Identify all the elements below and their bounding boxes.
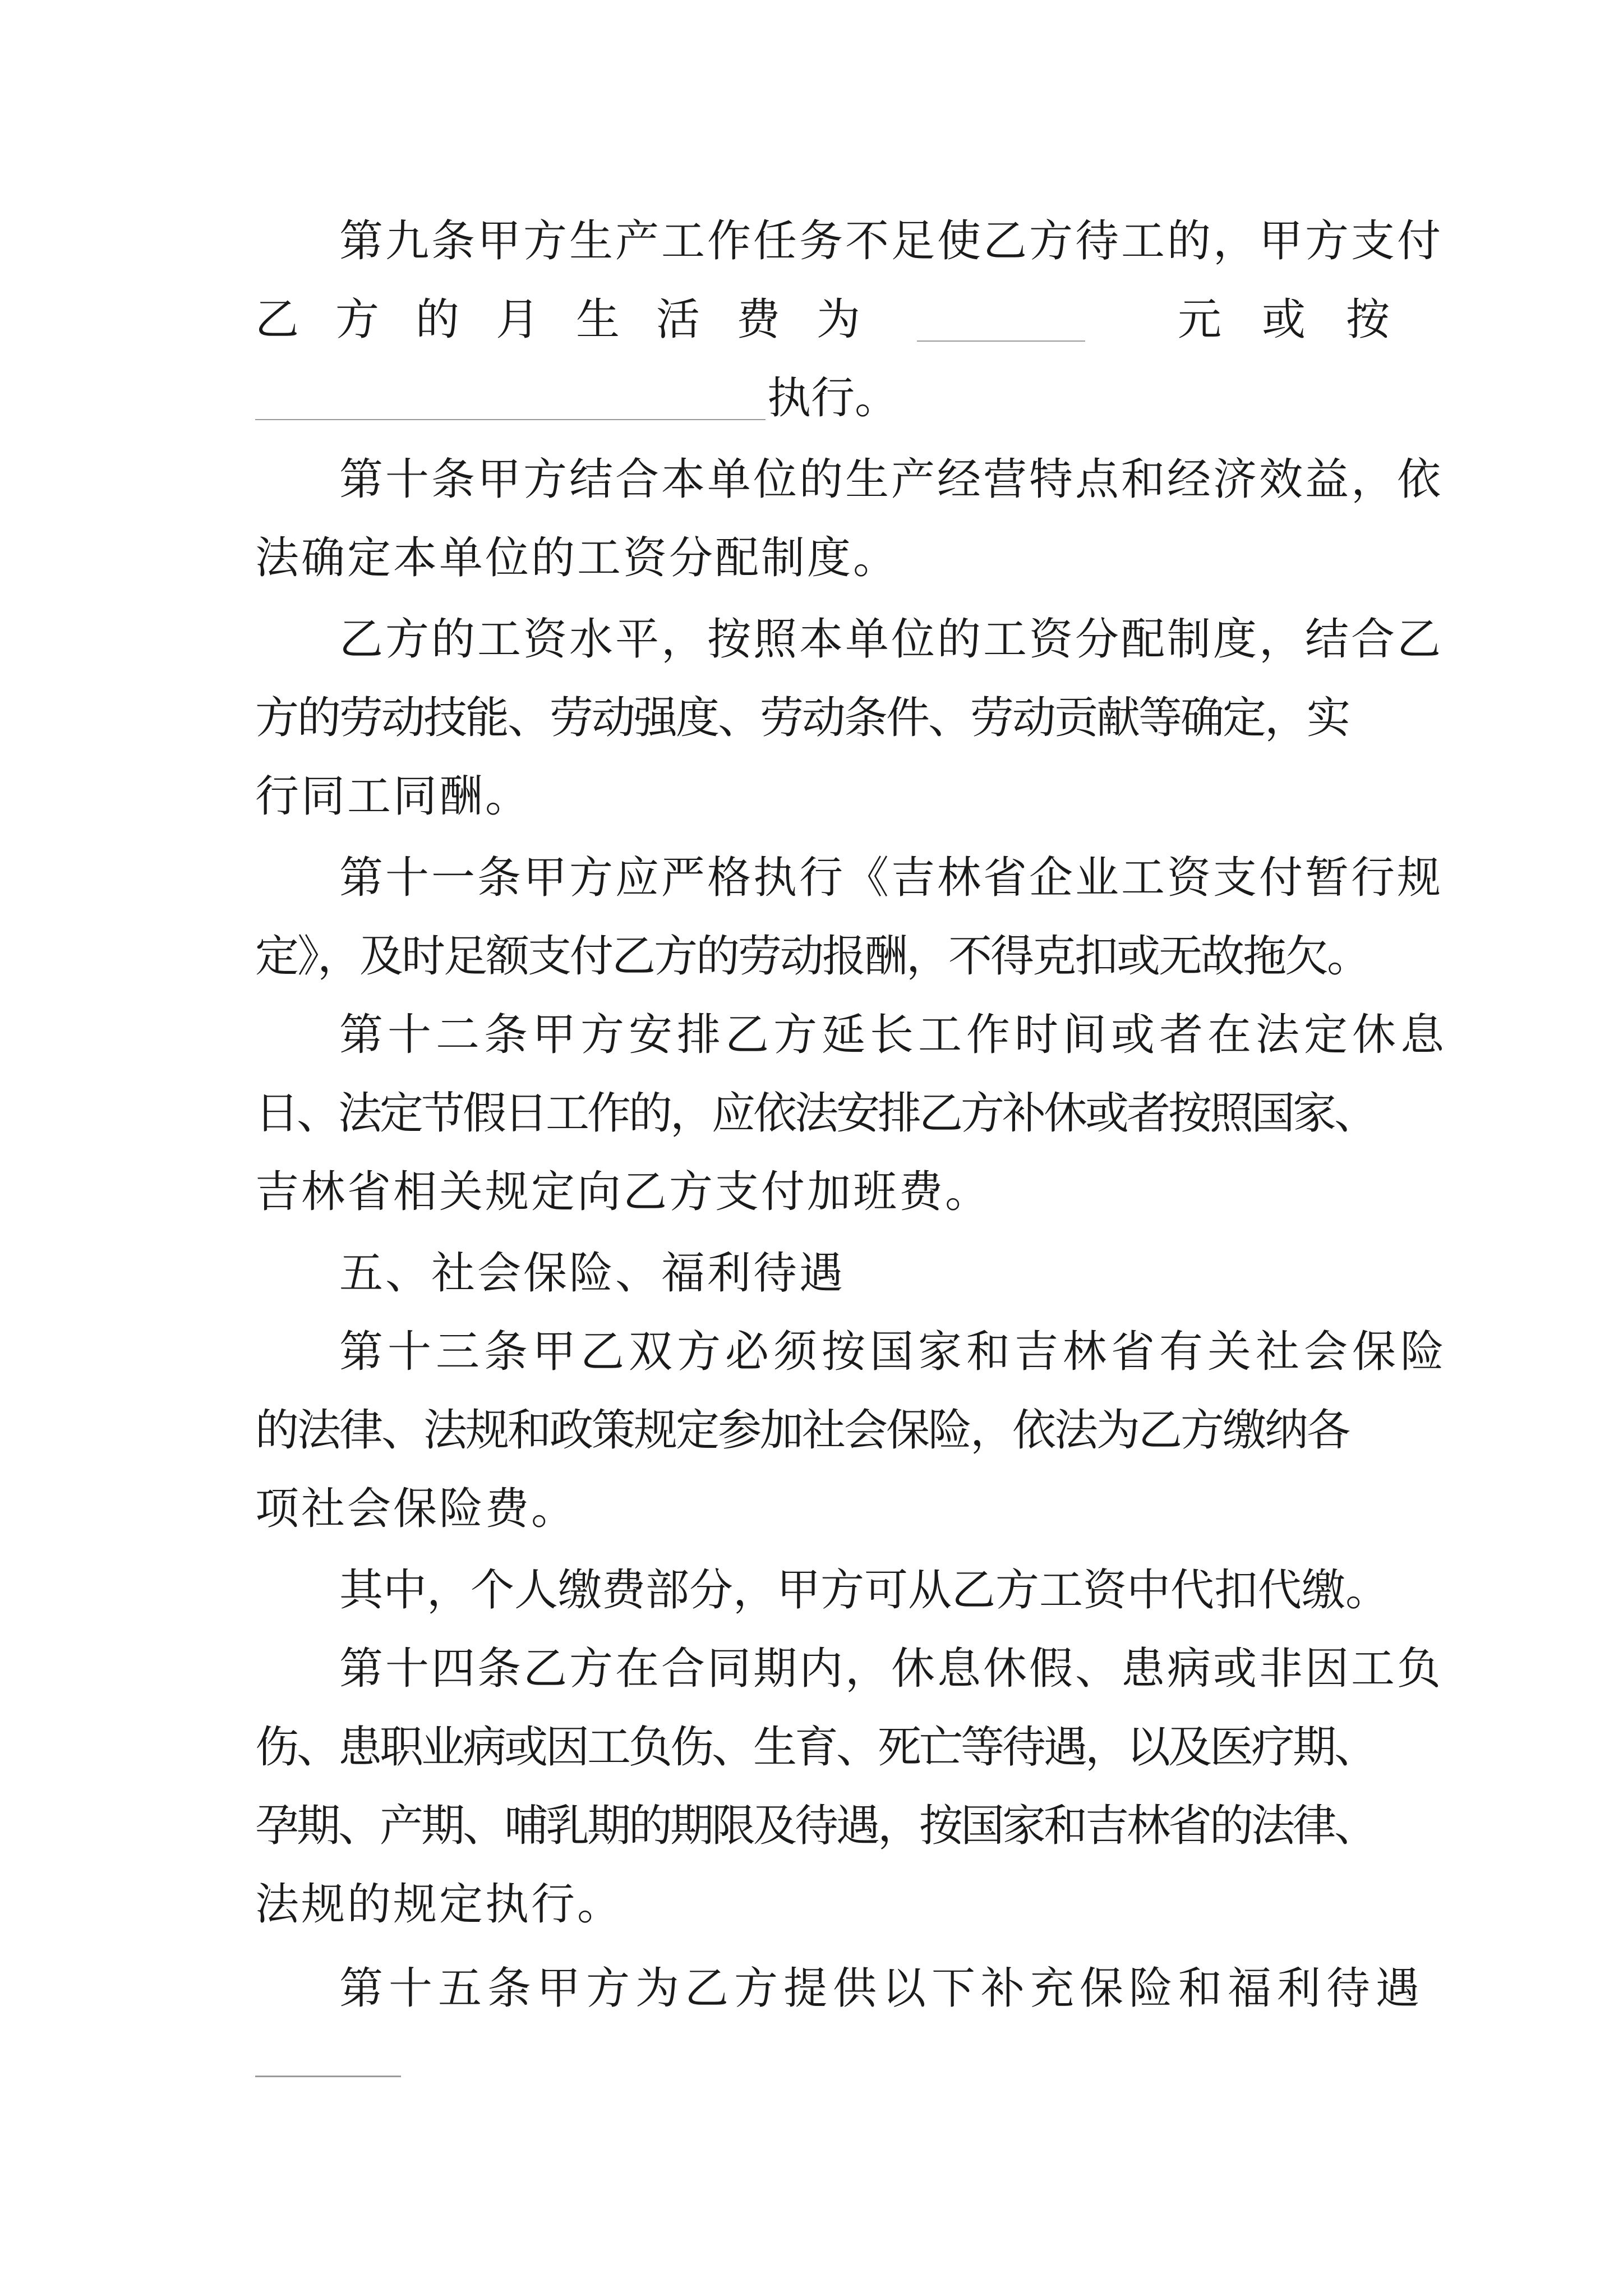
footnote-separator xyxy=(255,2076,401,2077)
article-11-line-1 xyxy=(0,847,1623,909)
article-9-text-1: 第九条甲方生产工作任务不足使乙方待工的，甲方支付 xyxy=(339,216,1444,266)
article-13-line-2 xyxy=(0,1400,1623,1461)
article-12-text-1: 第十二条甲方安排乙方延长工作时间或者在法定休息 xyxy=(339,1010,1449,1060)
article-9-char-5: 生 xyxy=(576,295,620,345)
article-9-char-8: 为 xyxy=(817,295,861,345)
wage-text-1: 乙方的工资水平，按照本单位的工资分配制度，结合乙 xyxy=(339,614,1444,665)
article-12-text-2: 日、法定节假日工作的，应依法安排乙方补休或者按照国家、 xyxy=(255,1088,1376,1139)
article-14-line-2 xyxy=(0,1717,1623,1778)
article-12-line-1 xyxy=(0,1004,1623,1066)
article-13-line-1 xyxy=(0,1321,1623,1383)
article-14-line-1 xyxy=(0,1638,1623,1700)
article-9-char-6: 活 xyxy=(656,295,700,345)
article-13-text-1: 第十三条甲乙双方必须按国家和吉林省有关社会保险 xyxy=(339,1327,1449,1377)
article-9-char-4: 月 xyxy=(496,295,540,345)
article-9-char-an: 按 xyxy=(1346,295,1390,345)
article-14-line-3 xyxy=(0,1795,1623,1857)
article-9-char-yuan: 元 xyxy=(1178,295,1222,345)
wage-line-2 xyxy=(0,687,1623,749)
article-9-char-huo: 或 xyxy=(1262,295,1306,345)
section-5-heading-line xyxy=(0,1243,1623,1304)
article-12-line-3 xyxy=(0,1161,1623,1223)
standard-blank xyxy=(255,419,766,420)
section-5-heading: 五、社会保险、福利待遇 xyxy=(339,1248,846,1299)
article-11-text-1: 第十一条甲方应严格执行《吉林省企业工资支付暂行规 xyxy=(339,853,1444,903)
article-10-line-2 xyxy=(0,527,1623,589)
article-9-line-2 xyxy=(0,289,1623,351)
article-13-text-2: 的法律、法规和政策规定参加社会保险，依法为乙方缴纳各 xyxy=(255,1405,1349,1456)
article-13-line-3 xyxy=(0,1478,1623,1540)
wage-line-1 xyxy=(0,609,1623,670)
article-10-text-1: 第十条甲方结合本单位的生产经营特点和经济效益，依 xyxy=(339,454,1444,505)
article-15-text-1: 第十五条甲方为乙方提供以下补充保险和福利待遇 xyxy=(339,1963,1426,2014)
article-11-text-2: 定》，及时足额支付乙方的劳动报酬，不得克扣或无故拖欠。 xyxy=(255,931,1370,982)
article-11-line-2 xyxy=(0,926,1623,987)
article-14-text-1: 第十四条乙方在合同期内，休息休假、患病或非因工负 xyxy=(339,1644,1444,1694)
article-9-line-3 xyxy=(0,367,1623,429)
article-14-line-4 xyxy=(0,1874,1623,1935)
article-15-line-1 xyxy=(0,1958,1623,2019)
article-9-char-2: 方 xyxy=(335,295,380,345)
article-9-char-3: 的 xyxy=(416,295,460,345)
article-12-line-2 xyxy=(0,1083,1623,1144)
wage-text-3: 行同工同酬。 xyxy=(255,771,532,822)
article-13-text-3: 项社会保险费。 xyxy=(255,1484,578,1534)
personal-contribution-text: 其中，个人缴费部分，甲方可从乙方工资中代扣代缴。 xyxy=(339,1565,1390,1616)
wage-text-2: 方的劳动技能、劳动强度、劳动条件、劳动贡献等确定，实 xyxy=(255,693,1349,743)
article-14-text-2: 伤、患职业病或因工负伤、生育、死亡等待遇，以及医疗期、 xyxy=(255,1722,1376,1773)
article-10-text-2: 法确定本单位的工资分配制度。 xyxy=(255,533,900,583)
living-expense-blank xyxy=(917,341,1085,342)
article-14-text-4: 法规的规定执行。 xyxy=(255,1879,624,1930)
personal-contribution-line xyxy=(0,1559,1623,1621)
article-14-text-3: 孕期、产期、哺乳期的期限及待遇，按国家和吉林省的法律、 xyxy=(255,1801,1376,1851)
article-9-line-1 xyxy=(0,210,1623,272)
article-10-line-1 xyxy=(0,449,1623,510)
article-9-text-3: 执行。 xyxy=(767,373,899,424)
wage-line-3 xyxy=(0,766,1623,827)
article-12-text-3: 吉林省相关规定向乙方支付加班费。 xyxy=(255,1167,992,1217)
article-9-char-1: 乙 xyxy=(255,295,299,345)
article-9-char-7: 费 xyxy=(736,295,781,345)
